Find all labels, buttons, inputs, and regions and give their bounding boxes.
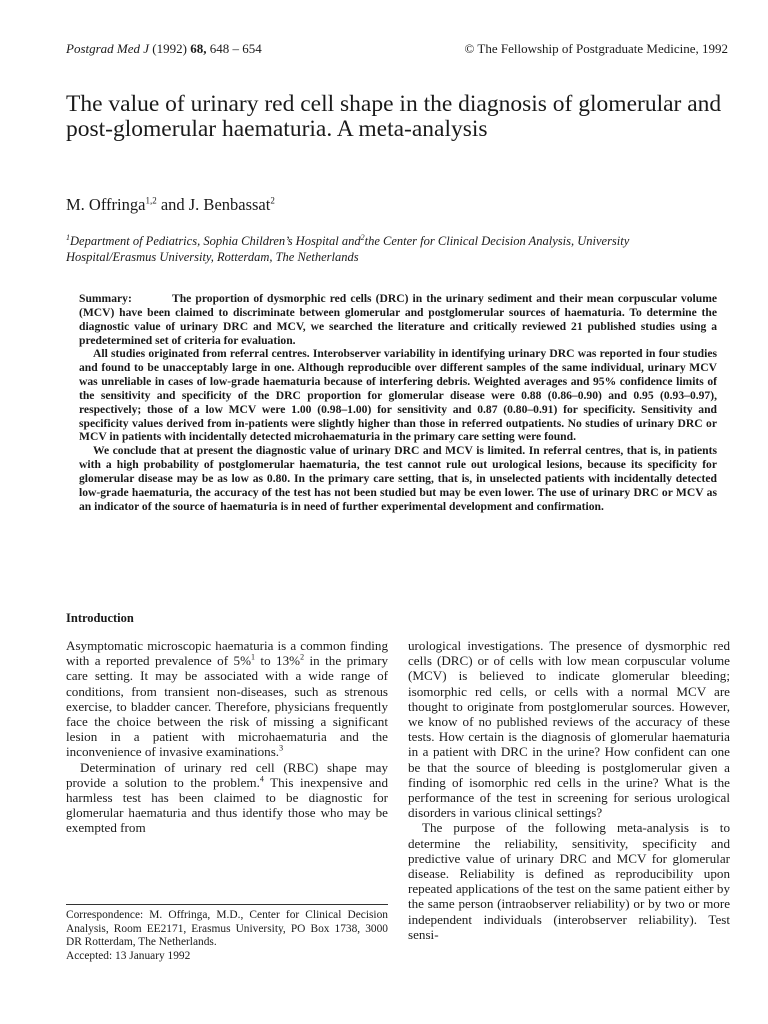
body-column-left [66, 638, 388, 836]
affiliation-2: the Center for Clinical Decision Analysis, University Hospital/Erasmus University, Rotterdam, The Netherlands [66, 234, 630, 264]
body-paragraph: The purpose of the following meta-analysis is to determine the reliability, sensitivity, specificity and predictive value of urinary DRC and MCV for glomerular disease. Reliability is defined as reproducibility upon repeated applications of the test on the same patient either by the same person (intraobserver reliability) or by two or more independent individuals (interobserver reliability). Test sensi- [408, 820, 730, 942]
affiliations [66, 234, 706, 265]
body-text: to 13% [254, 653, 301, 669]
author-1: M. Offringa [66, 195, 146, 214]
footnote-divider [66, 904, 388, 905]
copyright-notice: © The Fellowship of Postgraduate Medicine, 1992 [464, 41, 728, 56]
journal-pages: 648 – 654 [209, 41, 262, 56]
journal-volume: 68, [190, 41, 207, 56]
body-text: This inexpensive and harmless test has been claimed to be diagnostic for glomerular haematuria and thus identify those who may be exempted from [66, 774, 388, 836]
author-1-affiliation-mark: 1,2 [145, 195, 157, 206]
article-title: The value of urinary red cell shape in the diagnosis of glomerular and post-glomerular haematuria. A meta-analysis [66, 91, 722, 142]
body-paragraph: urological investigations. The presence of dysmorphic red cells (DRC) or of cells with low mean corpuscular volume (MCV) is believed to indicate glomerular bleeding; isomorphic red cells, or cells with a normal MCV are thought to originate from postglomerular sources. However, we know of no published reviews of the accuracy of these tests. How certain is the diagnosis of glomerular haematuria in a patient with DRC in the urine? How confident can one be that the source of bleeding is postglomerular given a finding of isomorphic red cells in the urine? What is the performance of the test in screening for serious urological disorders in various clinical settings? [408, 638, 730, 821]
correspondence-footnote [66, 909, 388, 964]
abstract-label: Summary: [79, 292, 132, 305]
author-line [66, 195, 275, 215]
affiliation-mark-1: 1 [66, 232, 70, 242]
body-text: Asymptomatic microscopic haematuria is a common finding with a reported prevalence of 5% [66, 638, 388, 669]
body-text: Determination of urinary red cell (RBC) shape may provide a solution to the problem. [66, 759, 388, 790]
author-2: J. Benbassat [188, 195, 271, 214]
citation-ref: 3 [279, 744, 284, 754]
body-paragraph [66, 760, 388, 836]
citation-ref: 4 [259, 774, 264, 784]
abstract-text-1: The proportion of dysmorphic red cells (DRC) in the urinary sediment and their mean corpuscular volume (MCV) have been claimed to discriminate between glomerular and postglomerular sources of haematuria. To determine the diagnostic value of urinary DRC and MCV, we searched the literature and critically reviewed 21 published studies using a predetermined set of criteria for evaluation. [79, 292, 717, 347]
journal-citation [66, 41, 262, 57]
affiliation-mark-2: 2 [360, 232, 365, 242]
author-joiner: and [156, 195, 189, 214]
abstract-paragraph: We conclude that at present the diagnostic value of urinary DRC and MCV is limited. In referral centres, that is, in patients with a high probability of postglomerular haematuria, the test cannot rule out urological lesions, because its specificity for glomerular disease may be as low as 0.80. In the primary care setting, that is, in unselected patients with incidentally detected low-grade haematuria, the accuracy of the test has not been studied but may be even lower. The use of urinary DRC or MCV as an indicator of the source of haematuria is in need of further experimental development and confirmation. [79, 444, 717, 513]
citation-ref: 1 [250, 652, 255, 662]
affiliation-1: Department of Pediatrics, Sophia Children’s Hospital and [70, 234, 361, 248]
journal-name: Postgrad Med J [66, 41, 150, 56]
accepted-date: Accepted: 13 January 1992 [66, 950, 191, 963]
abstract-paragraph: All studies originated from referral centres. Interobserver variability in identifying urinary DRC was reported in four studies and found to be unacceptably large in one. Although reproducible over different samples of the same individual, urinary MCV was unreliable in cases of low-grade haematuria because of interfering debris. Weighted averages and 95% confidence limits of the sensitivity and specificity of the DRC proportion for glomerular disease were 0.88 (0.86–0.90) and 0.95 (0.93–0.97), respectively; those of a low MCV were 1.00 (0.98–1.00) for sensitivity and 0.87 (0.80–0.91) for specificity. Sensitivity and specificity values derived from in-patients were slightly higher than those in referred outpatients. No studies of urinary DRC or MCV in patients with incidentally detected microhaematuria in the primary care setting were found. [79, 347, 717, 444]
journal-year: (1992) [152, 41, 187, 56]
body-text: in the primary care setting. It may be associated with a wide range of conditions, from transient non-diseases, such as strenous exercise, to bladder cancer. Therefore, physicians frequently face the choice between the risk of missing a significant lesion in a patient with microhaematuria and the inconvenience of invasive examinations. [66, 653, 389, 760]
correspondence-address: Correspondence: M. Offringa, M.D., Center for Clinical Decision Analysis, Room EE2171, Erasmus University, PO Box 1738, 3000 DR Rotterdam, The Netherlands. [66, 909, 388, 949]
abstract [79, 292, 717, 514]
body-paragraph [66, 638, 388, 760]
abstract-paragraph [79, 292, 717, 347]
author-2-affiliation-mark: 2 [270, 195, 275, 206]
body-column-right [408, 638, 730, 942]
section-heading-introduction: Introduction [66, 611, 134, 625]
citation-ref: 2 [300, 652, 305, 662]
